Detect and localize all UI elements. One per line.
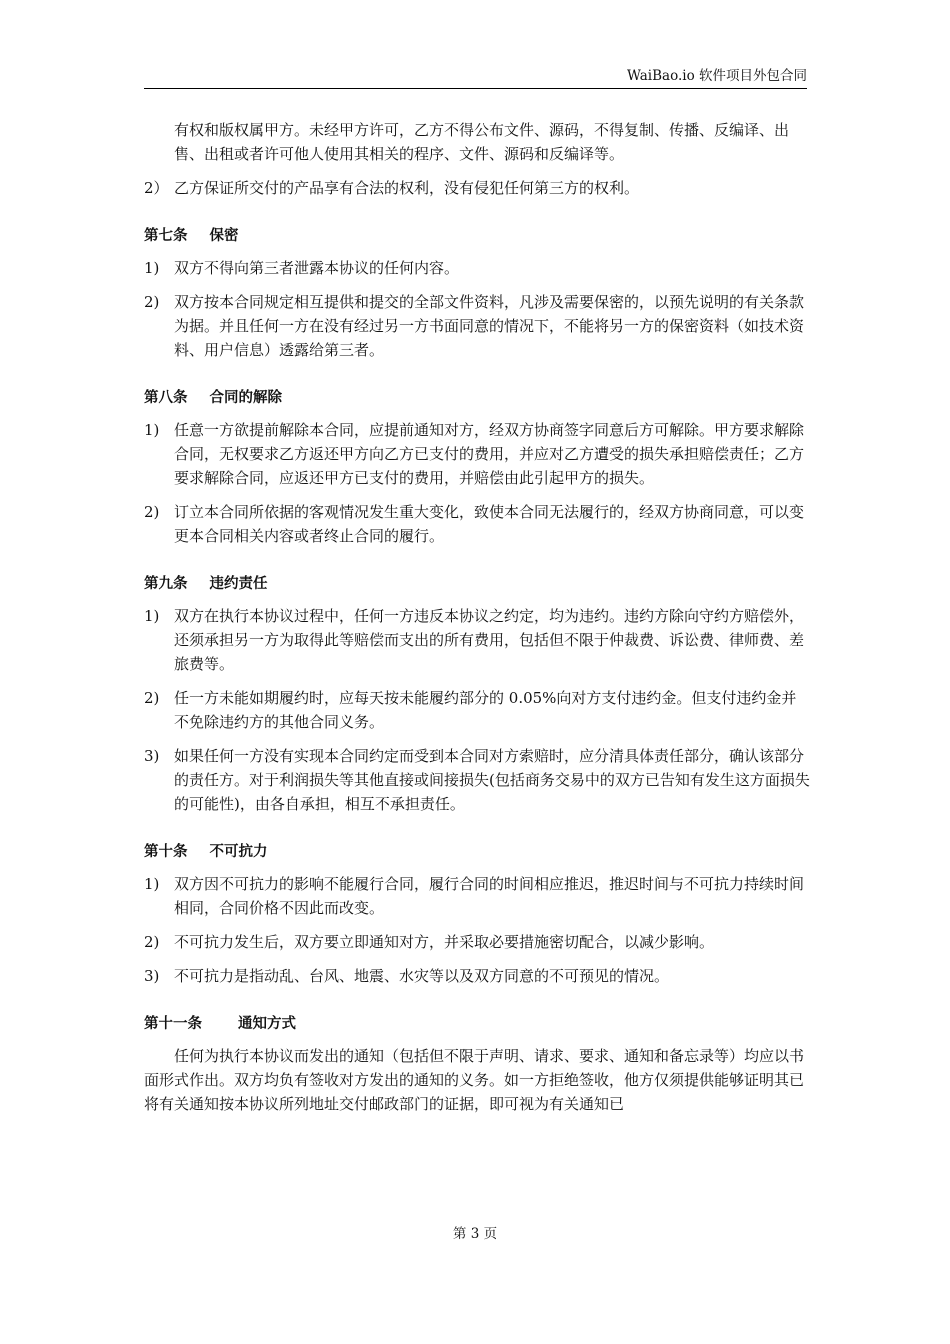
section-number: 第八条: [144, 390, 188, 406]
list-item: [144, 744, 810, 816]
list-item: [144, 418, 810, 490]
section-title: 通知方式: [238, 1016, 296, 1032]
item-number: 3): [144, 747, 160, 765]
section-heading-7: [144, 224, 810, 248]
list-item: [144, 604, 810, 676]
item-text: 不可抗力是指动乱、台风、地震、水灾等以及双方同意的不可预见的情况。: [174, 967, 670, 985]
page-header: [144, 66, 807, 89]
item-number: 3): [144, 967, 160, 985]
item-text: 双方因不可抗力的影响不能履行合同，履行合同的时间相应推迟，推迟时间与不可抗力持续时间相同，合同价格不因此而改变。: [174, 875, 805, 917]
item-text: 不可抗力发生后，双方要立即通知对方，并采取必要措施密切配合，以减少影响。: [174, 933, 715, 951]
item-number: 1): [144, 607, 160, 625]
item-text: 双方按本合同规定相互提供和提交的全部文件资料，凡涉及需要保密的，以预先说明的有关条款为据。并且任何一方在没有经过另一方书面同意的情况下，不能将另一方的保密资料（如技术资料、用户信息）透露给第三者。: [174, 293, 805, 359]
page-footer: [0, 1222, 950, 1242]
item-number: 2): [144, 293, 160, 311]
item-text: 如果任何一方没有实现本合同约定而受到本合同对方索赔时，应分清具体责任部分，确认该部分的责任方。对于利润损失等其他直接或间接损失(包括商务交易中的双方已告知有发生这方面损失的可能性)，由各自承担，相互不承担责任。: [174, 747, 810, 813]
list-item: [144, 118, 810, 166]
section-title: 不可抗力: [209, 844, 268, 860]
item-number: 2): [144, 933, 160, 951]
body-paragraph: 任何为执行本协议而发出的通知（包括但不限于声明、请求、要求、通知和备忘录等）均应以书面形式作出。双方均负有签收对方发出的通知的义务。如一方拒绝签收，他方仅须提供能够证明其已将有关通知按本协议所列地址交付邮政部门的证据，即可视为有关通知已: [144, 1047, 805, 1113]
section-title: 合同的解除: [209, 390, 282, 406]
header-title: WaiBao.io 软件项目外包合同: [627, 68, 807, 84]
list-item: [144, 290, 810, 362]
section-heading-10: [144, 840, 810, 864]
list-item: [144, 686, 810, 734]
list-item: [144, 500, 810, 548]
section-heading-11: [144, 1012, 810, 1036]
item-number: 2）: [144, 179, 169, 197]
list-item: [144, 930, 810, 954]
list-item: [144, 872, 810, 920]
item-text: 双方不得向第三者泄露本协议的任何内容。: [174, 259, 460, 277]
list-item: [144, 176, 810, 200]
section-heading-9: [144, 572, 810, 596]
section-number: 第九条: [144, 576, 188, 592]
item-number: 2): [144, 689, 160, 707]
item-text: 任意一方欲提前解除本合同，应提前通知对方，经双方协商签字同意后方可解除。甲方要求解除合同，无权要求乙方返还甲方向乙方已支付的费用，并应对乙方遭受的损失承担赔偿责任；乙方要求解除合同，应返还甲方已支付的费用，并赔偿由此引起甲方的损失。: [174, 421, 805, 487]
item-text: 任一方未能如期履约时，应每天按未能履约部分的 0.05%向对方支付违约金。但支付违约金并不免除违约方的其他合同义务。: [174, 689, 797, 731]
section-title: 违约责任: [209, 576, 268, 592]
item-text: 有权和版权属甲方。未经甲方许可，乙方不得公布文件、源码，不得复制、传播、反编译、出售、出租或者许可他人使用其相关的程序、文件、源码和反编译等。: [174, 121, 790, 163]
document-body: [144, 118, 810, 1116]
section-title: 保密: [209, 228, 239, 244]
list-item: [144, 256, 810, 280]
item-number: 1): [144, 421, 160, 439]
list-item: [144, 964, 810, 988]
section-number: 第十条: [144, 844, 188, 860]
section-number: 第十一条: [144, 1016, 202, 1032]
page-number: 第 3 页: [452, 1226, 498, 1242]
item-number: 1): [144, 875, 160, 893]
section-heading-8: [144, 386, 810, 410]
item-text: 订立本合同所依据的客观情况发生重大变化，致使本合同无法履行的，经双方协商同意，可以变更本合同相关内容或者终止合同的履行。: [174, 503, 805, 545]
item-number: 2): [144, 503, 160, 521]
item-text: 乙方保证所交付的产品享有合法的权利，没有侵犯任何第三方的权利。: [174, 179, 640, 197]
item-text: 双方在执行本协议过程中，任何一方违反本协议之约定，均为违约。违约方除向守约方赔偿外，还须承担另一方为取得此等赔偿而支出的所有费用，包括但不限于仲裁费、诉讼费、律师费、差旅费等。: [174, 607, 805, 673]
item-number: 1): [144, 259, 160, 277]
section-number: 第七条: [144, 228, 188, 244]
